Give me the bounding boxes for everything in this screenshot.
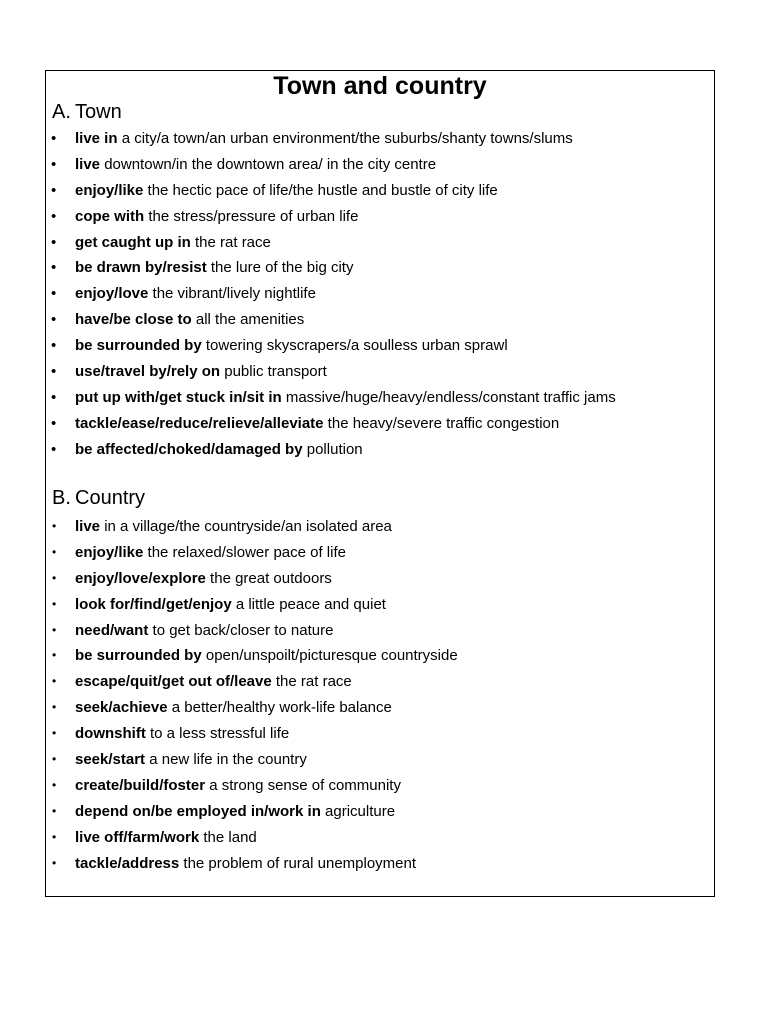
item-text: the land bbox=[199, 828, 257, 846]
item-keyword: be drawn by/resist bbox=[75, 259, 207, 277]
section-b-title: Country bbox=[75, 487, 146, 509]
item-text: a better/healthy work-life balance bbox=[167, 699, 392, 717]
item-keyword: downshift bbox=[75, 725, 146, 743]
list-item bbox=[46, 747, 714, 773]
item-keyword: depend on/be employed in/work in bbox=[75, 802, 321, 820]
bullet-icon: • bbox=[52, 700, 57, 715]
item-text: a little peace and quiet bbox=[231, 595, 386, 613]
item-keyword: be surrounded by bbox=[75, 337, 202, 355]
bullet-icon: • bbox=[51, 259, 57, 277]
section-b-heading bbox=[52, 486, 145, 510]
bullet-icon: • bbox=[52, 596, 57, 611]
list-item bbox=[46, 411, 714, 437]
list-item bbox=[46, 773, 714, 799]
item-keyword: live bbox=[75, 518, 101, 535]
item-text: the rat race bbox=[190, 233, 271, 251]
item-keyword: be surrounded by bbox=[75, 647, 202, 665]
list-item bbox=[46, 152, 714, 178]
item-keyword: live bbox=[75, 155, 101, 173]
item-text: the relaxed/slower pace of life bbox=[143, 543, 346, 561]
bullet-icon: • bbox=[51, 207, 57, 225]
country-list bbox=[46, 514, 714, 876]
town-list bbox=[46, 126, 714, 463]
item-keyword: live off/farm/work bbox=[75, 828, 200, 846]
bullet-icon: • bbox=[52, 519, 57, 533]
bullet-icon: • bbox=[52, 622, 57, 637]
list-item bbox=[46, 385, 714, 411]
section-a-heading bbox=[52, 100, 122, 124]
item-text: pollution bbox=[302, 440, 363, 458]
item-keyword: enjoy/love/explore bbox=[75, 569, 206, 587]
item-keyword: need/want bbox=[75, 621, 149, 639]
bullet-icon: • bbox=[51, 130, 57, 147]
document-box bbox=[45, 70, 715, 897]
item-text: all the amenities bbox=[191, 311, 305, 329]
list-item bbox=[46, 592, 714, 618]
item-text: the problem of rural unemployment bbox=[179, 854, 417, 872]
item-keyword: tackle/address bbox=[75, 854, 180, 872]
list-item bbox=[46, 799, 714, 825]
list-item bbox=[46, 566, 714, 592]
list-item bbox=[46, 825, 714, 851]
item-text: the rat race bbox=[271, 673, 352, 691]
list-item bbox=[46, 204, 714, 230]
item-text: downtown/in the downtown area/ in the city centre bbox=[100, 155, 437, 173]
item-text: the great outdoors bbox=[205, 569, 332, 587]
bullet-icon: • bbox=[52, 726, 57, 741]
item-text: towering skyscrapers/a soulless urban sprawl bbox=[201, 337, 508, 355]
section-a-title: Town bbox=[75, 101, 122, 123]
item-text: the heavy/severe traffic congestion bbox=[323, 414, 560, 432]
bullet-icon: • bbox=[51, 440, 57, 458]
item-keyword: cope with bbox=[75, 207, 145, 225]
section-b-letter: B. bbox=[52, 487, 71, 509]
bullet-icon: • bbox=[52, 570, 57, 585]
item-text: public transport bbox=[220, 363, 327, 381]
item-keyword: enjoy/like bbox=[75, 543, 144, 561]
list-item bbox=[46, 126, 714, 152]
item-text: to get back/closer to nature bbox=[148, 621, 334, 639]
item-text: a city/a town/an urban environment/the suburbs/shanty towns/slums bbox=[117, 130, 573, 147]
item-text: a strong sense of community bbox=[205, 776, 401, 794]
item-text: the hectic pace of life/the hustle and bustle of city life bbox=[143, 181, 498, 199]
list-item bbox=[46, 437, 714, 463]
list-item bbox=[46, 721, 714, 747]
item-text: the lure of the big city bbox=[206, 259, 354, 277]
item-text: in a village/the countryside/an isolated area bbox=[100, 518, 392, 535]
list-item bbox=[46, 540, 714, 566]
item-keyword: escape/quit/get out of/leave bbox=[75, 673, 272, 691]
bullet-icon: • bbox=[51, 181, 57, 199]
bullet-icon: • bbox=[51, 388, 57, 406]
item-text: the vibrant/lively nightlife bbox=[148, 285, 316, 303]
item-keyword: put up with/get stuck in/sit in bbox=[75, 388, 282, 406]
item-text: agriculture bbox=[320, 802, 396, 820]
list-item bbox=[46, 851, 714, 877]
bullet-icon: • bbox=[51, 155, 57, 173]
bullet-icon: • bbox=[52, 674, 57, 689]
list-item bbox=[46, 255, 714, 281]
bullet-icon: • bbox=[51, 363, 57, 381]
item-text: massive/huge/heavy/endless/constant traffic jams bbox=[281, 388, 616, 406]
item-keyword: enjoy/love bbox=[75, 285, 149, 303]
item-keyword: seek/achieve bbox=[75, 699, 168, 717]
list-item bbox=[46, 514, 714, 540]
bullet-icon: • bbox=[52, 648, 57, 663]
bullet-icon: • bbox=[52, 544, 57, 559]
item-keyword: be affected/choked/damaged by bbox=[75, 440, 303, 458]
list-item bbox=[46, 333, 714, 359]
item-text: the stress/pressure of urban life bbox=[144, 207, 359, 225]
bullet-icon: • bbox=[52, 777, 57, 792]
section-a-letter: A. bbox=[52, 101, 71, 123]
bullet-icon: • bbox=[52, 829, 57, 844]
list-item bbox=[46, 669, 714, 695]
list-item bbox=[46, 230, 714, 256]
list-item bbox=[46, 359, 714, 385]
item-keyword: use/travel by/rely on bbox=[75, 363, 221, 381]
page-title: Town and country bbox=[273, 72, 487, 100]
list-item bbox=[46, 178, 714, 204]
list-item bbox=[46, 281, 714, 307]
item-keyword: tackle/ease/reduce/relieve/alleviate bbox=[75, 414, 324, 432]
list-item bbox=[46, 643, 714, 669]
bullet-icon: • bbox=[51, 285, 57, 303]
list-item bbox=[46, 695, 714, 721]
bullet-icon: • bbox=[51, 414, 57, 432]
item-text: to a less stressful life bbox=[145, 725, 290, 743]
bullet-icon: • bbox=[51, 311, 57, 329]
list-item bbox=[46, 618, 714, 644]
item-keyword: enjoy/like bbox=[75, 181, 144, 199]
item-text: a new life in the country bbox=[145, 751, 307, 769]
item-keyword: seek/start bbox=[75, 751, 146, 769]
item-keyword: live in bbox=[75, 130, 118, 147]
bullet-icon: • bbox=[52, 752, 57, 767]
item-text: open/unspoilt/picturesque countryside bbox=[201, 647, 458, 665]
bullet-icon: • bbox=[51, 337, 57, 355]
item-keyword: get caught up in bbox=[75, 233, 191, 251]
item-keyword: create/build/foster bbox=[75, 776, 206, 794]
bullet-icon: • bbox=[52, 803, 57, 818]
list-item bbox=[46, 307, 714, 333]
item-keyword: look for/find/get/enjoy bbox=[75, 595, 232, 613]
bullet-icon: • bbox=[52, 855, 57, 870]
bullet-icon: • bbox=[51, 233, 57, 251]
item-keyword: have/be close to bbox=[75, 311, 192, 329]
